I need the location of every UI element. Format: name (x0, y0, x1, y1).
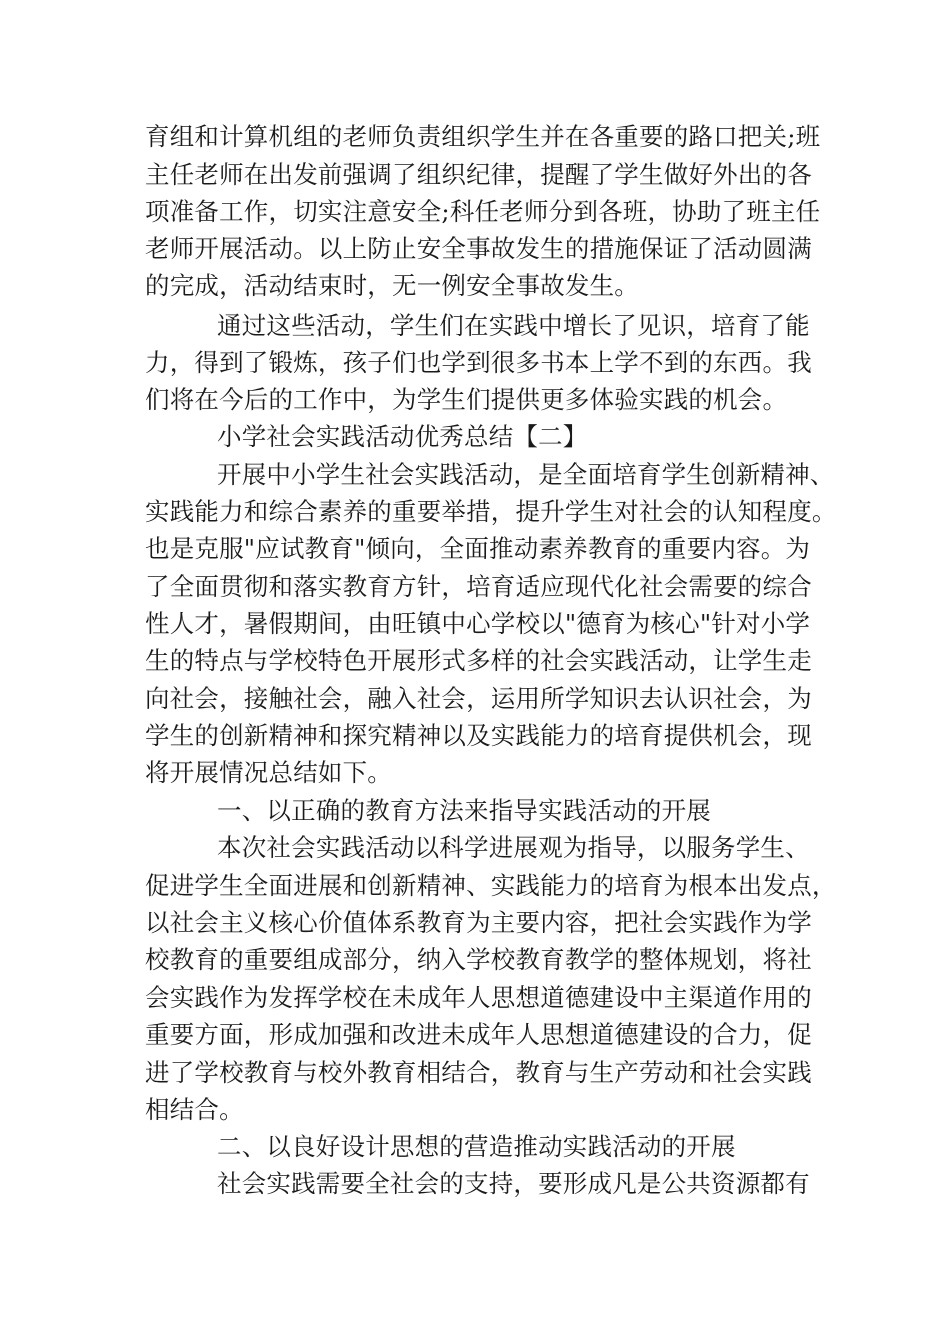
paragraph-3-line-4: 了全面贯彻和落实教育方针，培育适应现代化社会需要的综合 (145, 572, 812, 601)
paragraph-4-line-1: 本次社会实践活动以科学进展观为指导，以服务学生、 (217, 833, 810, 862)
paragraph-4-line-6: 重要方面，形成加强和改进未成年人思想道德建设的合力，促 (145, 1020, 812, 1049)
paragraph-2-line-2: 力，得到了锻炼，孩子们也学到很多书本上学不到的东西。我 (145, 348, 812, 377)
paragraph-2-line-3: 们将在今后的工作中，为学生们提供更多体验实践的机会。 (145, 385, 788, 414)
paragraph-4-line-2: 促进学生全面进展和创新精神、实践能力的培育为根本出发点， (145, 871, 837, 900)
paragraph-3-line-9: 将开展情况总结如下。 (145, 758, 392, 787)
paragraph-3-line-5: 性人才，暑假期间，由旺镇中心学校以"德育为核心"针对小学 (145, 609, 811, 638)
section-title: 小学社会实践活动优秀总结【二】 (217, 422, 588, 451)
paragraph-2-line-1: 通过这些活动，学生们在实践中增长了见识，培育了能 (217, 311, 810, 340)
paragraph-1-line-5: 的完成，活动结束时，无一例安全事故发生。 (145, 271, 639, 300)
paragraph-1-line-2: 主任老师在出发前强调了组织纪律，提醒了学生做好外出的各 (145, 160, 812, 189)
paragraph-3-line-7: 向社会，接触社会，融入社会，运用所学知识去认识社会，为 (145, 684, 812, 713)
paragraph-1-line-3: 项准备工作，切实注意安全;科任老师分到各班，协助了班主任 (145, 197, 821, 226)
paragraph-4-line-3: 以社会主义核心价值体系教育为主要内容，把社会实践作为学 (145, 908, 812, 937)
paragraph-5-line-1: 社会实践需要全社会的支持，要形成凡是公共资源都有 (217, 1169, 810, 1198)
paragraph-3-line-6: 生的特点与学校特色开展形式多样的社会实践活动，让学生走 (145, 646, 812, 675)
paragraph-4-line-8: 相结合。 (145, 1095, 244, 1124)
paragraph-3-line-1: 开展中小学生社会实践活动，是全面培育学生创新精神、 (217, 460, 835, 489)
paragraph-4-line-4: 校教育的重要组成部分，纳入学校教育教学的整体规划，将社 (145, 945, 812, 974)
paragraph-3-line-2: 实践能力和综合素养的重要举措，提升学生对社会的认知程度。 (145, 497, 837, 526)
paragraph-4-line-7: 进了学校教育与校外教育相结合，教育与生产劳动和社会实践 (145, 1058, 812, 1087)
heading-2: 二、以良好设计思想的营造推动实践活动的开展 (217, 1132, 736, 1161)
paragraph-1-line-4: 老师开展活动。以上防止安全事故发生的措施保证了活动圆满 (145, 234, 812, 263)
paragraph-3-line-3: 也是克服"应试教育"倾向，全面推动素养教育的重要内容。为 (145, 534, 811, 563)
paragraph-3-line-8: 学生的创新精神和探究精神以及实践能力的培育提供机会，现 (145, 721, 812, 750)
heading-1: 一、以正确的教育方法来指导实践活动的开展 (217, 796, 711, 825)
paragraph-4-line-5: 会实践作为发挥学校在未成年人思想道德建设中主渠道作用的 (145, 983, 812, 1012)
paragraph-1-line-1: 育组和计算机组的老师负责组织学生并在各重要的路口把关;班 (145, 122, 821, 151)
